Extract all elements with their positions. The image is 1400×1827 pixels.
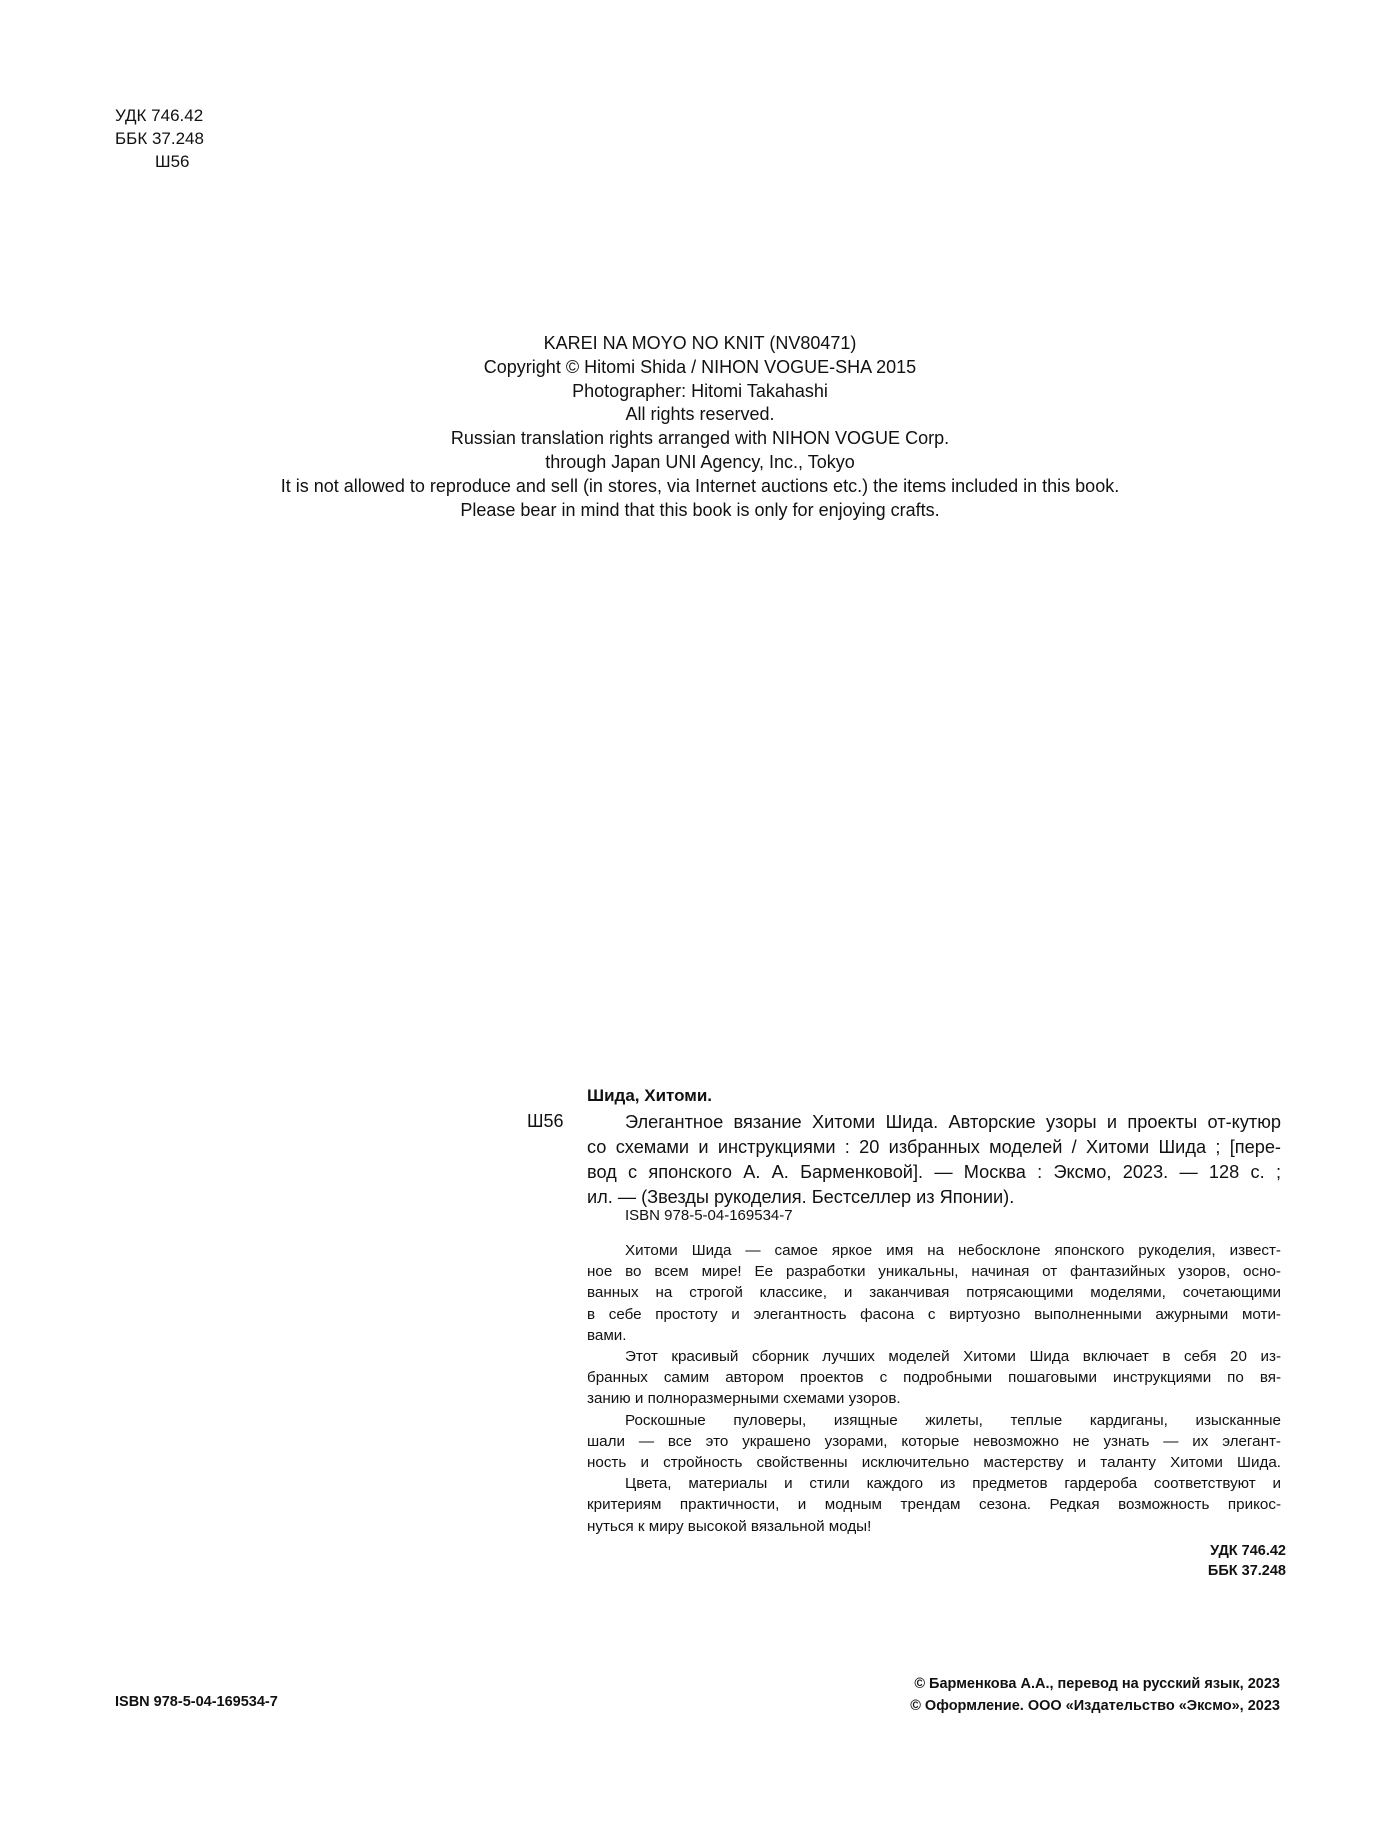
classification-block bbox=[115, 104, 204, 173]
footer-isbn: ISBN 978-5-04-169534-7 bbox=[115, 1694, 278, 1710]
annotation-line: Этот красивый сборник лучших моделей Хитоми Шида включает в себя 20 из- bbox=[625, 1348, 1281, 1366]
annotation bbox=[587, 1240, 1281, 1537]
annotation-line: Цвета, материалы и стили каждого из предметов гардероба соответствуют и bbox=[625, 1475, 1281, 1493]
catalog-author: Шида, Хитоми. bbox=[587, 1086, 713, 1105]
bib-line: ил. — (Звезды рукоделия. Бестселлер из Японии). bbox=[587, 1187, 1015, 1207]
original-title-line: KAREI NA MOYO NO KNIT (NV80471) bbox=[543, 333, 857, 353]
udk-code: УДК 746.42 bbox=[115, 106, 204, 125]
catalog-isbn: ISBN 978-5-04-169534-7 bbox=[625, 1207, 793, 1224]
annotation-line: ванных на строгой классике, и заканчивая потрясающими моделями, сочетающими bbox=[587, 1284, 1281, 1302]
bib-line: со схемами и инструкциями : 20 избранных моделей / Хитоми Шида ; [пере- bbox=[587, 1137, 1281, 1157]
bbk-code: ББК 37.248 bbox=[115, 129, 204, 148]
reproduction-notice-line: It is not allowed to reproduce and sell (in stores, via Internet auctions etc.) the items included in this book. bbox=[280, 475, 1120, 496]
catalog-author-sign: Ш56 bbox=[527, 1111, 564, 1131]
translation-rights-line: Russian translation rights arranged with NIHON VOGUE Corp. bbox=[450, 428, 950, 449]
annotation-line: Роскошные пуловеры, изящные жилеты, теплые кардиганы, изысканные bbox=[625, 1411, 1281, 1429]
agency-line: through Japan UNI Agency, Inc., Tokyo bbox=[545, 451, 855, 472]
bibliographic-description bbox=[587, 1110, 1281, 1210]
annotation-line: нуться к миру высокой вязальной моды! bbox=[587, 1517, 872, 1535]
annotation-line: занию и полноразмерными схемами узоров. bbox=[587, 1390, 901, 1408]
author-sign: Ш56 bbox=[155, 152, 190, 171]
crafts-notice-line: Please bear in mind that this book is only for enjoying crafts. bbox=[460, 499, 940, 520]
annotation-line: ность и стройность свойственны исключительно мастерству и таланту Хитоми Шида. bbox=[587, 1454, 1281, 1472]
design-copyright: © Оформление. ООО «Издательство «Эксмо», 2023 bbox=[910, 1698, 1280, 1714]
annotation-line: ное во всем мире! Ее разработки уникальны, начиная от фантазийных узоров, осно- bbox=[587, 1263, 1281, 1281]
annotation-line: шали — все это украшено узорами, которые невозможно не узнать — их элегант- bbox=[587, 1432, 1281, 1450]
photographer-line: Photographer: Hitomi Takahashi bbox=[572, 380, 828, 401]
copyright-block bbox=[0, 332, 1400, 522]
annotation-line: в себе простоту и элегантность фасона с виртуозно выполненными ажурными моти- bbox=[587, 1305, 1281, 1323]
annotation-line: бранных самим автором проектов с подробными пошаговыми инструкциями по вя- bbox=[587, 1369, 1281, 1387]
catalog-udk: УДК 746.42 bbox=[1210, 1543, 1286, 1559]
copyright-line: Copyright © Hitomi Shida / NIHON VOGUE-SHA 2015 bbox=[483, 356, 917, 377]
translation-copyright: © Барменкова А.А., перевод на русский язык, 2023 bbox=[914, 1676, 1280, 1692]
catalog-classification bbox=[1100, 1541, 1286, 1581]
bib-line: Элегантное вязание Хитоми Шида. Авторские узоры и проекты от-кутюр bbox=[625, 1112, 1281, 1132]
annotation-line: критериям практичности, и модным трендам сезона. Редкая возможность прикос- bbox=[587, 1496, 1281, 1514]
rights-reserved-line: All rights reserved. bbox=[625, 404, 775, 425]
footer-copyrights bbox=[700, 1673, 1280, 1717]
annotation-line: вами. bbox=[587, 1326, 627, 1344]
annotation-line: Хитоми Шида — самое яркое имя на небосклоне японского рукоделия, извест- bbox=[625, 1242, 1281, 1259]
bib-line: вод с японского А. А. Барменковой]. — Москва : Эксмо, 2023. — 128 с. ; bbox=[587, 1162, 1281, 1182]
catalog-bbk: ББК 37.248 bbox=[1207, 1563, 1286, 1579]
